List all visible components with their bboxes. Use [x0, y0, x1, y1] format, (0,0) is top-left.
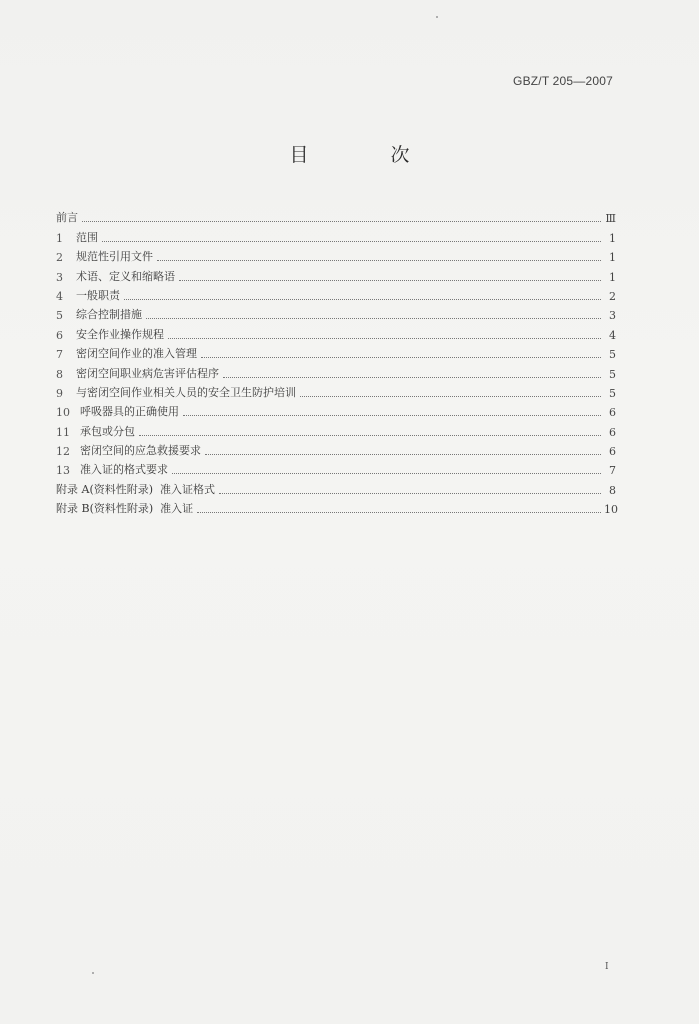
dot-leader — [82, 220, 601, 222]
toc-entry-label: 密闭空间职业病危害评估程序 — [76, 366, 219, 380]
toc-entry[interactable] — [56, 342, 616, 361]
page-number: I — [605, 962, 609, 972]
toc-entry-label: 密闭空间的应急救援要求 — [80, 444, 201, 458]
toc-entry-label: 密闭空间作业的准入管理 — [76, 347, 197, 361]
toc-entry-number: 1 — [56, 231, 63, 245]
toc-entry-page: 6 — [609, 425, 616, 439]
toc-entry-label: 前言 — [56, 211, 78, 225]
toc-entry-number: 9 — [56, 386, 63, 400]
toc-entry-page: 8 — [609, 483, 616, 497]
toc-entry[interactable] — [56, 245, 616, 264]
toc-entry[interactable] — [56, 361, 616, 380]
toc-entry-page: 10 — [604, 503, 618, 517]
toc-entry-label: 一般职责 — [76, 288, 120, 302]
dot-leader — [172, 472, 601, 474]
toc-entry-page: 2 — [609, 289, 616, 303]
toc-entry-label: 呼吸器具的正确使用 — [80, 405, 179, 419]
toc-entry-page: 5 — [609, 367, 616, 381]
toc-entry-label: 规范性引用文件 — [76, 250, 153, 264]
toc-entry[interactable] — [56, 458, 616, 477]
dot-leader — [168, 337, 601, 339]
dot-leader — [223, 376, 601, 378]
toc-entry-label: 承包或分包 — [80, 424, 135, 438]
toc-entry[interactable] — [56, 264, 616, 283]
toc-entry[interactable] — [56, 225, 616, 244]
toc-entry-label: 范围 — [76, 230, 98, 244]
dot-leader — [102, 240, 601, 242]
toc-entry-number: 5 — [56, 309, 63, 323]
toc-entry-page: 7 — [609, 464, 616, 478]
scan-speck — [92, 972, 94, 974]
dot-leader — [124, 298, 601, 300]
toc-entry-number: 7 — [56, 348, 63, 362]
toc-entry[interactable] — [56, 206, 616, 225]
toc-entry-number: 2 — [56, 251, 63, 265]
standard-code: GBZ/T 205—2007 — [513, 74, 613, 88]
toc-entry[interactable] — [56, 439, 616, 458]
toc-entry[interactable] — [56, 419, 616, 438]
toc-entry-label: 附录 B(资料性附录) 准入证 — [56, 502, 194, 516]
dot-leader — [183, 414, 601, 416]
dot-leader — [157, 259, 601, 261]
toc-entry-number: 4 — [56, 289, 63, 303]
toc-entry-page: 1 — [609, 231, 616, 245]
toc-entry-number: 11 — [56, 425, 70, 439]
toc-entry-page: 5 — [609, 348, 616, 362]
toc-entry-label: 准入证的格式要求 — [80, 463, 168, 477]
toc-entry-page: 6 — [609, 406, 616, 420]
dot-leader — [205, 453, 601, 455]
toc-entry-number: 6 — [56, 328, 63, 342]
dot-leader — [197, 511, 601, 513]
toc-entry-number: 10 — [56, 406, 70, 420]
toc-entry-page: 3 — [609, 309, 616, 323]
dot-leader — [179, 279, 601, 281]
toc-entry-page: Ⅲ — [605, 212, 616, 226]
toc-entry[interactable] — [56, 284, 616, 303]
toc-entry-appendix-b[interactable] — [56, 497, 616, 516]
toc-entry-label: 综合控制措施 — [76, 308, 142, 322]
toc-entry-page: 1 — [609, 270, 616, 284]
toc-entry-number: 13 — [56, 464, 70, 478]
toc-entry[interactable] — [56, 381, 616, 400]
dot-leader — [219, 492, 601, 494]
toc-entry[interactable] — [56, 303, 616, 322]
toc-entry-label: 附录 A(资料性附录) 准入证格式 — [56, 482, 216, 496]
scan-speck — [436, 16, 438, 18]
toc-entry-number: 3 — [56, 270, 63, 284]
toc-title: 目 次 — [289, 144, 448, 166]
toc-entry-number: 8 — [56, 367, 63, 381]
toc-entry-label: 安全作业操作规程 — [76, 327, 164, 341]
toc-entry-label: 术语、定义和缩略语 — [76, 269, 175, 283]
toc-entry-page: 4 — [609, 328, 616, 342]
dot-leader — [139, 434, 601, 436]
toc-entry-page: 1 — [609, 251, 616, 265]
dot-leader — [201, 356, 601, 358]
dot-leader — [300, 395, 601, 397]
dot-leader — [146, 317, 601, 319]
toc-entry-number: 12 — [56, 445, 70, 459]
toc-entry-page: 6 — [609, 445, 616, 459]
toc-entry-label: 与密闭空间作业相关人员的安全卫生防护培训 — [76, 385, 296, 399]
toc-entry-appendix-a[interactable] — [56, 477, 616, 496]
toc-entry-page: 5 — [609, 386, 616, 400]
toc-entry[interactable] — [56, 322, 616, 341]
table-of-contents — [56, 206, 616, 516]
toc-entry[interactable] — [56, 400, 616, 419]
